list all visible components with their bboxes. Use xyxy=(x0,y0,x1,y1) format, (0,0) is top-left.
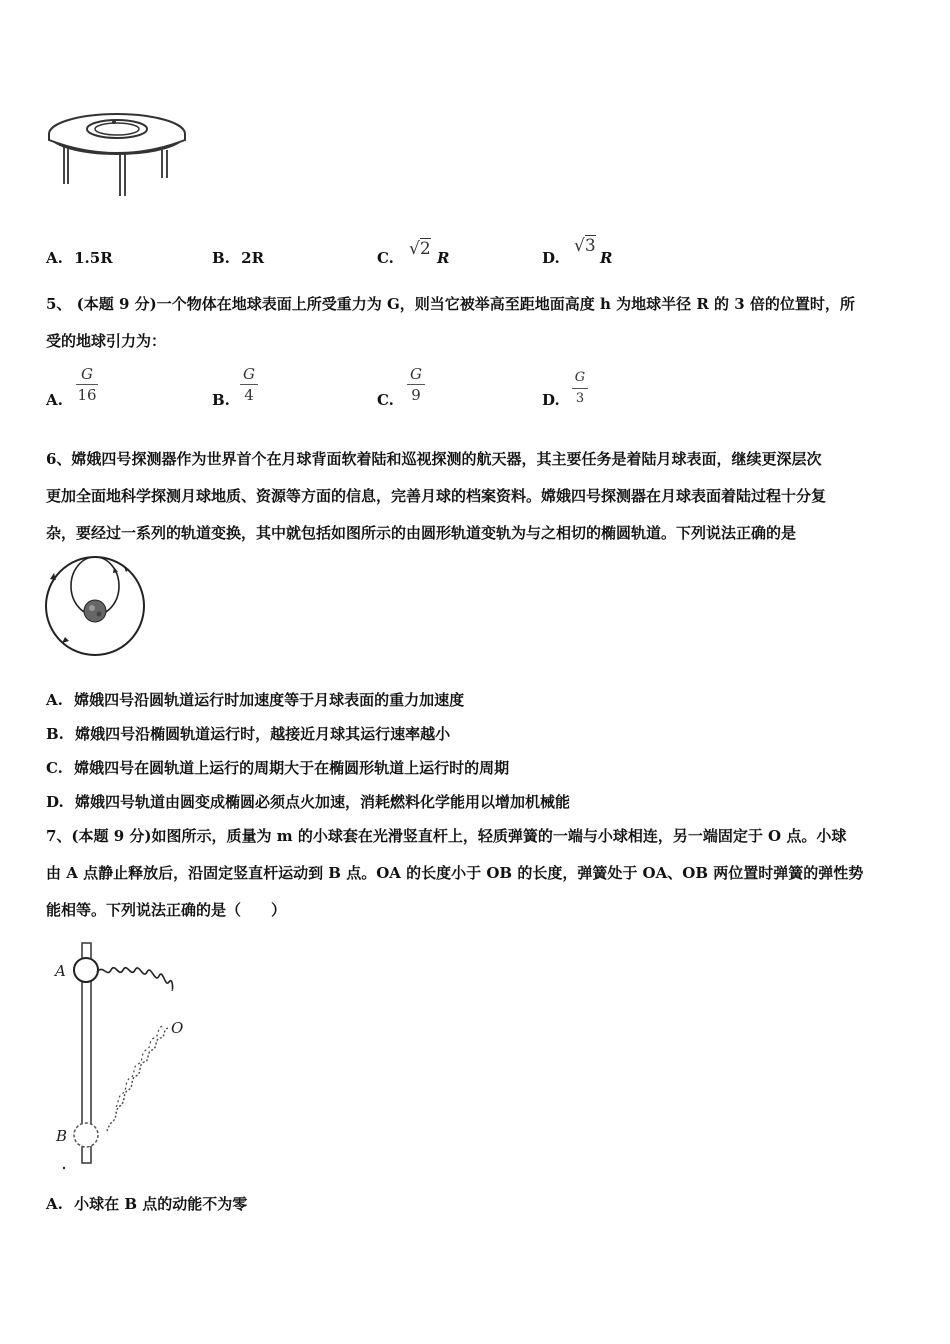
fraction-bar xyxy=(76,384,98,385)
q4-option-c-suffix: R xyxy=(437,249,450,267)
numerator: G xyxy=(243,365,255,383)
q4-option-a xyxy=(46,248,113,268)
q5-stem-line: 受的地球引力为： xyxy=(46,332,167,350)
q7-option-a xyxy=(46,1194,247,1214)
q7-stem-line: 能相等。下列说法正确的是（ ） xyxy=(46,901,287,919)
option-label: A. xyxy=(46,691,63,709)
q5-option-c-label: C. xyxy=(377,391,394,409)
q6-stem-line: 杂，要经过一系列的轨道变换，其中就包括如图所示的由圆形轨道变轨为与之相切的椭圆轨道。下列说法正确的是 xyxy=(46,524,797,542)
q5-stem-line: 5、 (本题 9 分)一个物体在地球表面上所受重力为 G，则当它被举高至距地面高度 h 为地球半径 R 的 3 倍的位置时，所 xyxy=(46,295,855,313)
q5-option-b-label: B. xyxy=(212,391,230,409)
q5-stem xyxy=(46,286,906,360)
turntable-figure xyxy=(44,104,194,202)
denominator: 3 xyxy=(575,391,585,406)
option-text: 嫦娥四号沿椭圆轨道运行时，越接近月球其运行速率越小 xyxy=(75,725,451,743)
q4-option-c xyxy=(377,248,394,268)
q4-option-b xyxy=(212,248,264,268)
point-a-label: A xyxy=(55,962,66,980)
option-label: B. xyxy=(212,249,230,267)
q5-option-a-fraction xyxy=(76,366,98,403)
denominator: 9 xyxy=(411,386,421,404)
option-text: 嫦娥四号在圆轨道上运行的周期大于在椭圆形轨道上运行时的周期 xyxy=(74,759,510,777)
option-label: A. xyxy=(46,1195,63,1213)
numerator: G xyxy=(574,370,586,385)
radicand: 2 xyxy=(419,239,431,259)
q6-stem-line: 6、嫦娥四号探测器作为世界首个在月球背面软着陆和巡视探测的航天器，其主要任务是着陆月球表面，继续更深层次 xyxy=(46,450,822,468)
q7-stem xyxy=(46,818,906,929)
option-value: 2R xyxy=(241,249,265,267)
fraction-bar xyxy=(407,384,425,385)
option-label: C. xyxy=(46,759,63,777)
q6-stem xyxy=(46,441,906,552)
q5-option-d-label: D. xyxy=(542,391,560,409)
option-label: B. xyxy=(46,725,64,743)
q7-stem-line: 7、(本题 9 分)如图所示，质量为 m 的小球套在光滑竖直杆上，轻质弹簧的一端与小球相连，另一端固定于 O 点。小球 xyxy=(46,827,847,845)
option-label: C. xyxy=(377,249,394,267)
orbit-figure xyxy=(42,555,148,657)
spring-rod-figure xyxy=(50,940,190,1172)
q6-option-d xyxy=(46,792,570,812)
option-label: D. xyxy=(542,249,560,267)
q6-option-b xyxy=(46,724,450,744)
point-o-label: O xyxy=(171,1019,184,1037)
option-label: D. xyxy=(46,793,64,811)
q5-option-b-fraction xyxy=(240,366,258,403)
q6-stem-line: 更加全面地科学探测月球地质、资源等方面的信息，完善月球的档案资料。嫦娥四号探测器在月球表面着陆过程十分复 xyxy=(46,487,827,505)
q4-option-d xyxy=(542,248,560,268)
option-label: A. xyxy=(46,249,63,267)
q6-option-a xyxy=(46,690,464,710)
q5-option-c-fraction xyxy=(407,366,425,403)
option-text: 嫦娥四号沿圆轨道运行时加速度等于月球表面的重力加速度 xyxy=(74,691,465,709)
numerator: G xyxy=(81,365,93,383)
point-b-label: B xyxy=(56,1127,68,1145)
fraction-bar xyxy=(572,388,588,389)
q4-option-c-sqrt: √2 xyxy=(409,239,431,259)
fraction-bar xyxy=(240,384,258,385)
option-text: 嫦娥四号轨道由圆变成椭圆必须点火加速，消耗燃料化学能用以增加机械能 xyxy=(74,793,570,811)
q5-option-d-fraction xyxy=(572,370,588,407)
q6-option-c xyxy=(46,758,509,778)
denominator: 16 xyxy=(77,386,97,404)
q5-option-a-label: A. xyxy=(46,391,63,409)
q4-option-d-sqrt: √3 xyxy=(574,236,596,256)
radicand: 3 xyxy=(584,236,596,256)
denominator: 4 xyxy=(244,386,254,404)
numerator: G xyxy=(410,365,422,383)
option-text: 小球在 B 点的动能不为零 xyxy=(74,1195,248,1213)
option-value: 1.5R xyxy=(74,249,113,267)
q4-option-d-suffix: R xyxy=(600,249,613,267)
q7-stem-line: 由 A 点静止释放后，沿固定竖直杆运动到 B 点。OA 的长度小于 OB 的长度，弹簧处于 OA、OB 两位置时弹簧的弹性势 xyxy=(46,864,864,882)
